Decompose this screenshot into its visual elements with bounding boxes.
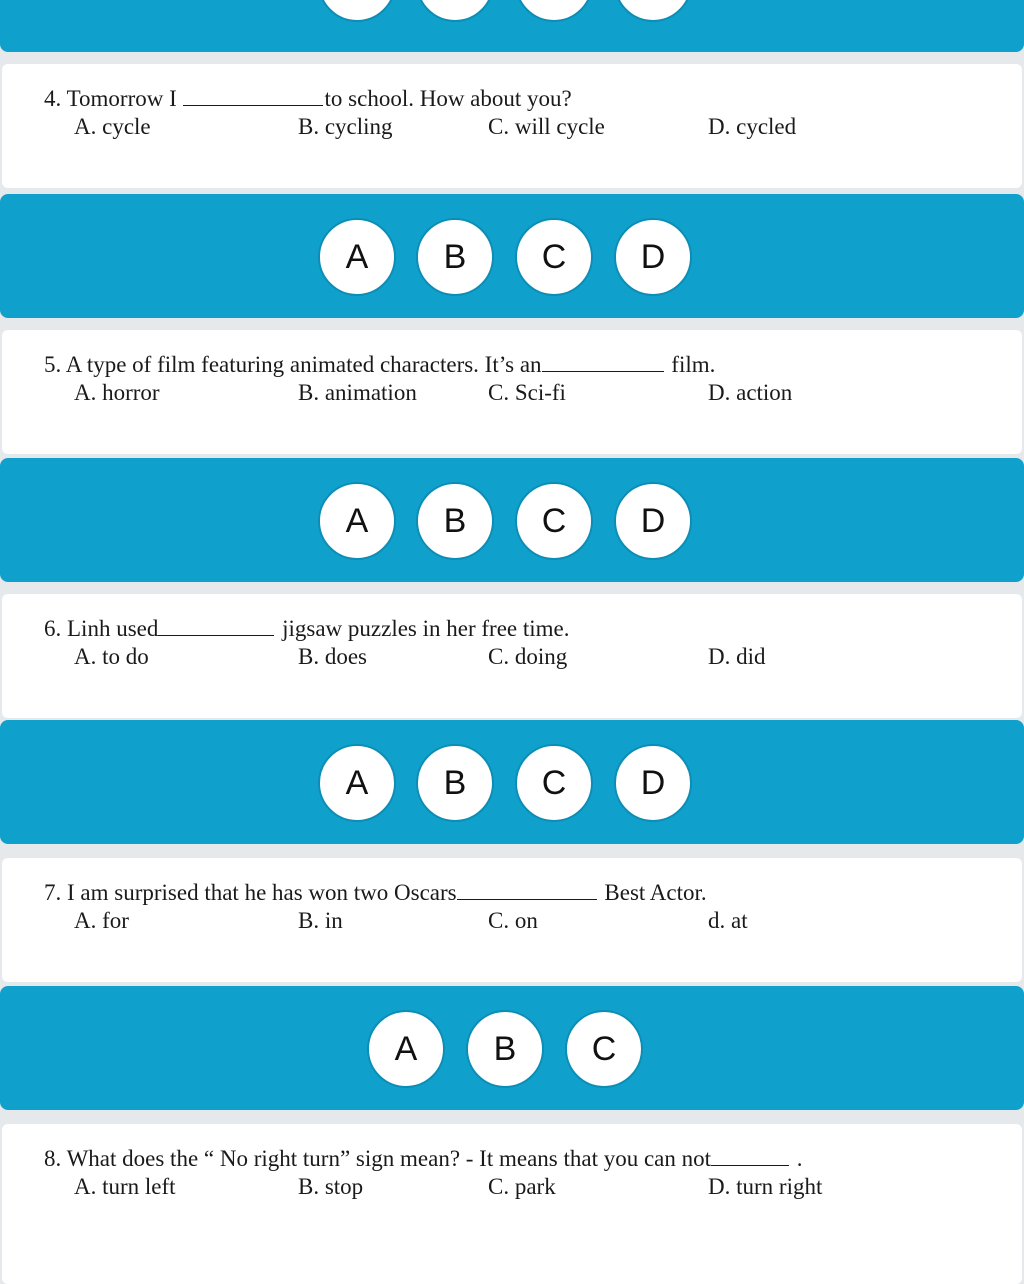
answer-button-c[interactable]: C: [515, 218, 593, 296]
option-c: C. Sci-fi: [488, 380, 566, 405]
options-row: [2, 644, 1022, 674]
option-b: B. stop: [298, 1174, 364, 1199]
answer-button-a[interactable]: [318, 0, 396, 22]
option-a: A. horror: [74, 380, 160, 405]
answer-band: [0, 0, 1024, 52]
answer-button-b[interactable]: [416, 0, 494, 22]
answer-button-d[interactable]: D: [614, 482, 692, 560]
option-c: C. on: [488, 908, 538, 933]
option-b: B. does: [298, 644, 367, 669]
answer-button-b[interactable]: B: [466, 1010, 544, 1088]
option-c: C. park: [488, 1174, 556, 1199]
question-card: [2, 594, 1022, 718]
answer-button-c[interactable]: C: [515, 744, 593, 822]
answer-blank: [711, 1147, 789, 1166]
answer-button-b[interactable]: B: [416, 744, 494, 822]
answer-button-b[interactable]: B: [416, 482, 494, 560]
option-d: D. did: [708, 644, 766, 669]
options-row: [2, 114, 1022, 144]
answer-button-d[interactable]: [614, 0, 692, 22]
answer-band: [0, 458, 1024, 582]
options-row: [2, 1174, 1022, 1204]
answer-blank: [457, 881, 597, 900]
question-text: 6. Linh used jigsaw puzzles in her free time.: [44, 616, 570, 641]
answer-button-d[interactable]: D: [614, 744, 692, 822]
answer-blank: [542, 353, 664, 372]
option-c: C. doing: [488, 644, 568, 669]
option-a: A. turn left: [74, 1174, 176, 1199]
answer-button-a[interactable]: A: [367, 1010, 445, 1088]
question-card: [2, 64, 1022, 188]
option-b: B. cycling: [298, 114, 393, 139]
question-card: [2, 1124, 1022, 1284]
question-text: 5. A type of film featuring animated characters. It’s an film.: [44, 352, 716, 377]
option-d: D. turn right: [708, 1174, 823, 1199]
option-d: D. cycled: [708, 114, 797, 139]
answer-blank: [183, 87, 323, 106]
options-row: [2, 908, 1022, 938]
option-a: A. cycle: [74, 114, 151, 139]
option-b: B. in: [298, 908, 343, 933]
question-text: 7. I am surprised that he has won two Oscars Best Actor.: [44, 880, 707, 905]
option-d: d. at: [708, 908, 748, 933]
answer-button-a[interactable]: A: [318, 744, 396, 822]
option-a: A. to do: [74, 644, 149, 669]
answer-button-a[interactable]: A: [318, 482, 396, 560]
option-d: D. action: [708, 380, 793, 405]
option-a: A. for: [74, 908, 129, 933]
answer-button-c[interactable]: C: [565, 1010, 643, 1088]
question-card: [2, 858, 1022, 982]
options-row: [2, 380, 1022, 410]
option-c: C. will cycle: [488, 114, 605, 139]
answer-band: [0, 720, 1024, 844]
answer-band: [0, 986, 1024, 1110]
answer-blank: [158, 617, 274, 636]
question-card: [2, 330, 1022, 454]
answer-band: [0, 194, 1024, 318]
question-text: 4. Tomorrow I to school. How about you?: [44, 86, 572, 111]
answer-button-d[interactable]: D: [614, 218, 692, 296]
question-text: 8. What does the “ No right turn” sign mean? - It means that you can not .: [44, 1146, 803, 1171]
answer-button-a[interactable]: A: [318, 218, 396, 296]
answer-button-c[interactable]: C: [515, 482, 593, 560]
answer-button-c[interactable]: [515, 0, 593, 22]
answer-button-b[interactable]: B: [416, 218, 494, 296]
option-b: B. animation: [298, 380, 417, 405]
